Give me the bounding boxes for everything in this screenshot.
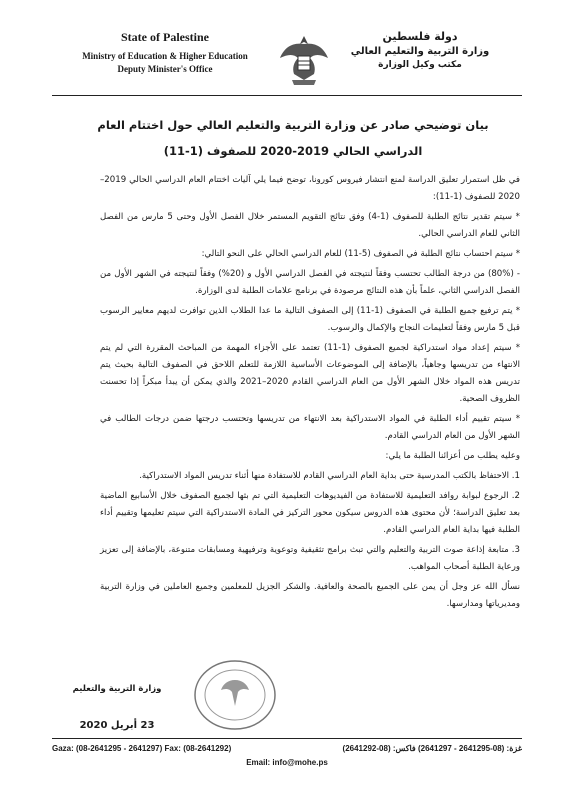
title-line-2: الدراسي الحالي 2019-2020 للصفوف (1-11) [163,144,423,158]
letterhead-divider [52,95,522,96]
paragraph-request-2: 2. الرجوع لبوابة روافد التعليمية للاستفادة من الفيديوهات التعليمية التي تم بثها لجميع الصفوف خلال الأسابيع الماضية بعد تعليق الدراسة؛ لأن محتوى هذه الدروس سيكون محور التركيز في المادة الاستدراكية التي سيتم تعليمها وتقييم أداء الطلبة فيها بداية العام الدراسي القادم. [100,491,520,535]
paragraph-promotion: * يتم ترفيع جميع الطلبة في الصفوف (1-11) إلى الصفوف التالية ما عدا الطلاب الذين توافرت لديهم معايير الرسوب قبل 5 مارس وفقاً لتعليمات النجاح والإكمال والرسوب. [100,306,520,333]
paragraph-remedial-materials: * سيتم إعداد مواد استدراكية لجميع الصفوف (1-11) تعتمد على الأجزاء المهمة من المباحث المقررة التي لم يتم الانتهاء من تدريسها وجاهياً، بالإضافة إلى الموضوعات الأساسية اللازمة للتعلم اللاحق في الصفوف التالية بحيث يتم تدريس هذه المواد خلال الشهر الأول من العام الدراسي القادم 2020–2021 والذي يمكن أن يبدأ مبكراً إذا تحسنت الظروف الصحية. [100,343,520,404]
paragraph-grades-1-4: * سيتم تقدير نتائج الطلبة للصفوف (1-4) وفق نتائج التقويم المستمر خلال الفصل الأول وحتى 5 مارس من الفصل الثاني للعام الدراسي الحالي. [100,212,520,239]
paragraph-closing: نسأل الله عز وجل أن يمن على الجميع بالصحة والعافية. والشكر الجزيل للمعلمين وجميع العاملين في وزارة التربية ومديرياتها ومدارسها. [100,582,520,609]
paragraph-request-1: 1. الاحتفاظ بالكتب المدرسية حتى بداية العام الدراسي القادم للاستفادة منها أثناء تدريس المواد الاستدراكية. [139,471,520,481]
letterhead-ar-state: دولة فلسطين [382,30,458,43]
paragraph-intro: في ظل استمرار تعليق الدراسة لمنع انتشار فيروس كورونا، توضح فيما يلي آليات اختتام العام الدراسي الحالي 2019–2020 للصفوف (1-11): [100,175,520,202]
paragraph-requests-intro: وعليه يطلب من أعزائنا الطلبة ما يلي: [385,451,520,461]
statement-body [100,172,520,616]
ministry-stamp-icon [190,656,280,734]
paragraph-weighting: - (80%) من درجة الطالب تحتسب وفقاً لنتيجته في الفصل الدراسي الأول و (20%) وفقاً لنتيجته في الشهر الأول من الفصل الدراسي الثاني، علماً بأن هذه النتائج مرصودة في برنامج علامات الطلبة لدى الوزارة. [100,269,520,296]
signature-date: 23 أبريل 2020 [79,720,155,731]
paragraph-request-3: 3. متابعة إذاعة صوت التربية والتعليم والتي تبث برامج تثقيفية وتوعوية وترفيهية ومسابقات متنوعة، بالإضافة إلى تعزيز ورعاية الطلبة أصحاب المواهب. [100,545,520,572]
letterhead-en-office: Deputy Minister's Office [117,64,213,74]
footer-arabic-contact: غزة: (08-2641295 - 2641297) فاكس: (08-2641292) [342,744,522,753]
letterhead-english [70,30,260,74]
letterhead-en-ministry: Ministry of Education & Higher Education [82,51,248,61]
palestine-eagle-emblem-icon [278,32,330,88]
footer [52,744,522,767]
footer-gaza-contact: Gaza: (08-2641295 - 2641297) Fax: (08-2641292) [52,744,232,753]
letterhead-ar-office: مكتب وكيل الوزارة [378,60,462,70]
paragraph-grades-5-11: * سيتم احتساب نتائج الطلبة في الصفوف (5-11) للعام الدراسي الحالي على النحو التالي: [201,249,520,259]
title-line-1: بيان توضيحي صادر عن وزارة التربية والتعليم العالي حول اختتام العام [97,118,489,132]
signature-block [72,684,162,731]
letterhead-ar-ministry: وزارة التربية والتعليم العالي [350,46,490,57]
statement-title [72,112,514,164]
paragraph-assessment: * سيتم تقييم أداء الطلبة في المواد الاستدراكية بعد الانتهاء من تدريسها وتحتسب درجتها ضمن درجات الطالب في الشهر الأول من العام الدراسي القادم. [100,414,520,441]
footer-email: Email: info@mohe.ps [246,758,328,767]
letterhead-en-state: State of Palestine [121,30,209,44]
letterhead-arabic [345,30,495,70]
footer-divider [52,738,522,739]
signature-org: وزارة التربية والتعليم [72,684,162,694]
